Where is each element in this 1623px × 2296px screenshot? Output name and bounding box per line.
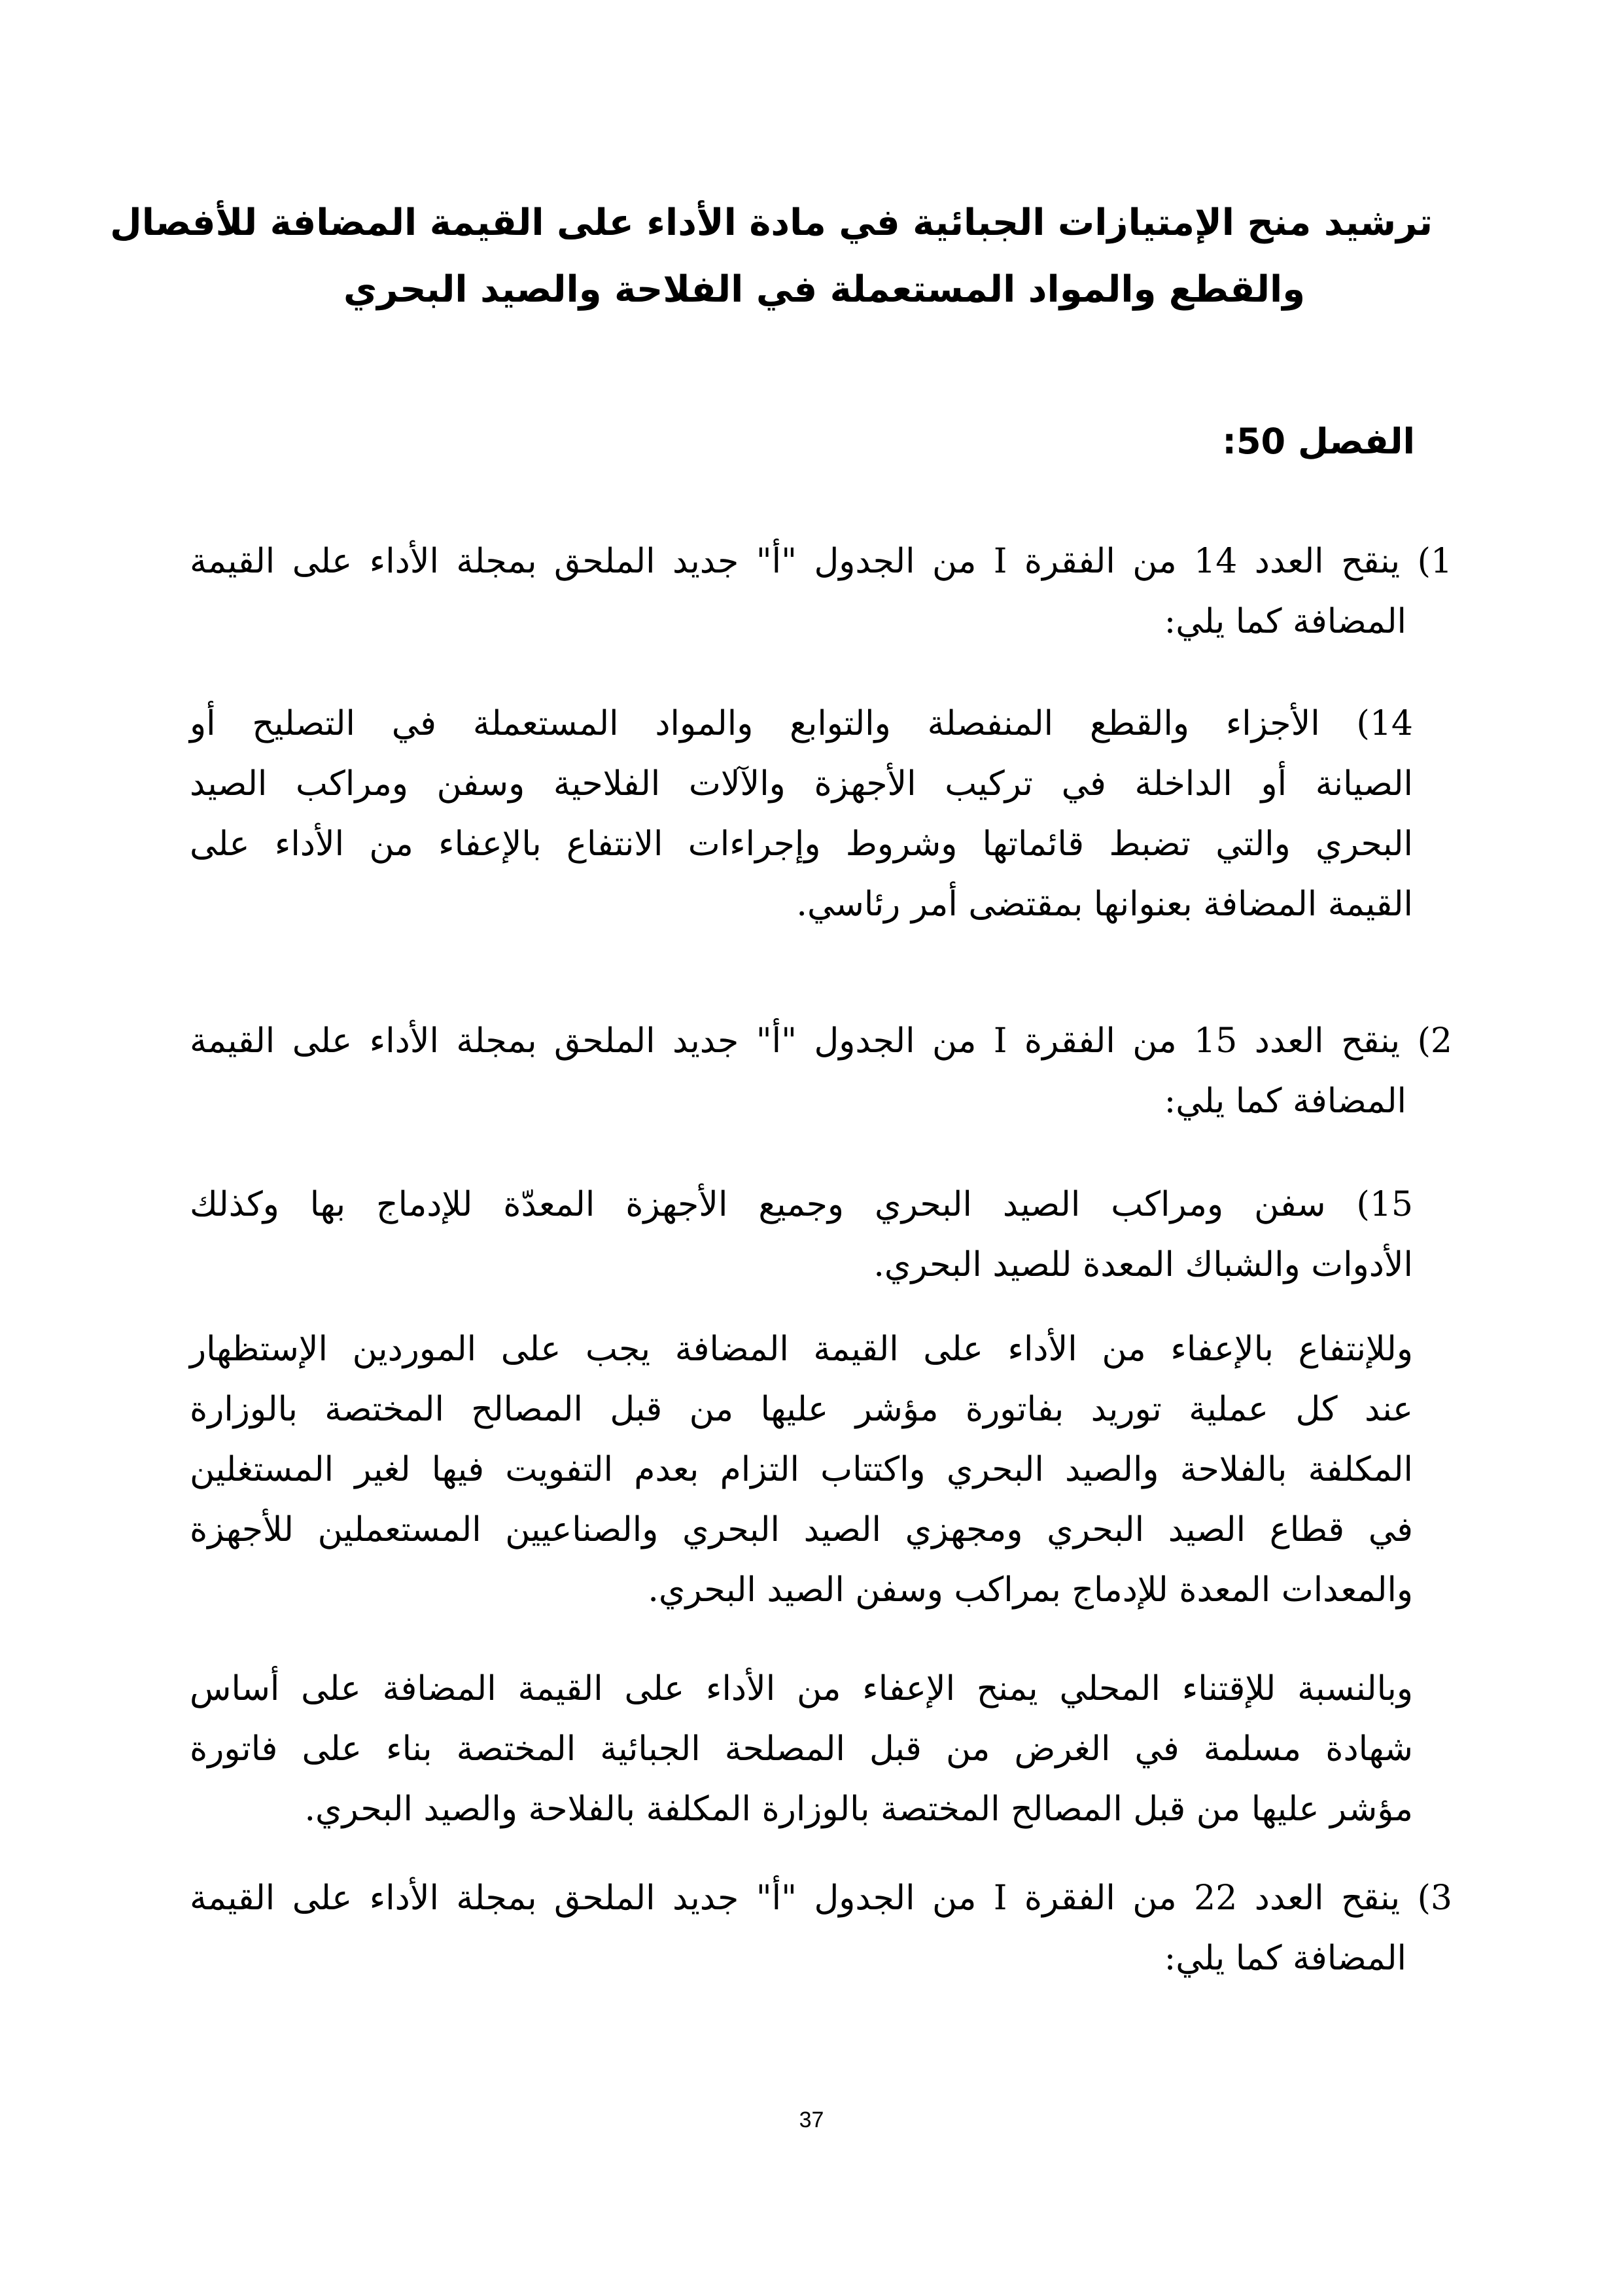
- list-item-1-line-2: المضافة كما يلي:: [1164, 602, 1406, 641]
- paragraph-benefit-line-1: وللإنتفاع بالإعفاء من الأداء على القيمة المضافة يجب على الموردين الإستظهار: [190, 1330, 1413, 1369]
- list-item-1-line-1: 1) ينقح العدد 14 من الفقرة I من الجدول "أ" جديد الملحق بمجلة الأداء على القيمة: [190, 542, 1452, 581]
- section-heading: الفصل 50:: [1222, 421, 1415, 462]
- paragraph-15: [190, 1174, 1413, 1295]
- list-item-2-line-2: المضافة كما يلي:: [1164, 1082, 1406, 1121]
- paragraph-local-line-2: شهادة مسلمة في الغرض من قبل المصلحة الجبائية المختصة بناء على فاتورة: [190, 1729, 1413, 1769]
- title-line-1: ترشيد منح الإمتيازات الجبائية في مادة الأداء على القيمة المضافة للأفصال: [110, 202, 1433, 244]
- list-item-3-line-2: المضافة كما يلي:: [1164, 1939, 1406, 1978]
- paragraph-14: [190, 694, 1413, 934]
- paragraph-local-purchase: [190, 1659, 1413, 1839]
- paragraph-benefit-line-5: والمعدات المعدة للإدماج بمراكب وسفن الصيد البحري.: [648, 1570, 1413, 1610]
- list-item-2-line-1: 2) ينقح العدد 15 من الفقرة I من الجدول "أ" جديد الملحق بمجلة الأداء على القيمة: [190, 1021, 1452, 1061]
- paragraph-local-line-3: مؤشر عليها من قبل المصالح المختصة بالوزارة المكلفة بالفلاحة والصيد البحري.: [304, 1790, 1413, 1829]
- page-number: 37: [799, 2108, 824, 2132]
- list-item-1: [190, 531, 1452, 652]
- paragraph-benefit: [190, 1319, 1413, 1620]
- paragraph-14-line-2: الصيانة أو الداخلة في تركيب الأجهزة والآلات الفلاحية وسفن ومراكب الصيد: [190, 764, 1413, 804]
- paragraph-15-line-1: 15) سفن ومراكب الصيد البحري وجميع الأجهزة المعدّة للإدماج بها وكذلك: [190, 1185, 1413, 1224]
- paragraph-benefit-line-3: المكلفة بالفلاحة والصيد البحري واكتتاب التزام بعدم التفويت فيها لغير المستغلين: [190, 1450, 1413, 1489]
- document-title: [110, 190, 1433, 323]
- paragraph-14-line-4: القيمة المضافة بعنوانها بمقتضى أمر رئاسي.: [796, 885, 1413, 924]
- paragraph-benefit-line-4: في قطاع الصيد البحري ومجهزي الصيد البحري والصناعيين المستعملين للأجهزة: [190, 1510, 1413, 1549]
- list-item-3-line-1: 3) ينقح العدد 22 من الفقرة I من الجدول "أ" جديد الملحق بمجلة الأداء على القيمة: [190, 1879, 1452, 1918]
- paragraph-15-line-2: الأدوات والشباك المعدة للصيد البحري.: [873, 1245, 1413, 1284]
- title-line-2: والقطع والمواد المستعملة في الفلاحة والصيد البحري: [343, 268, 1306, 311]
- paragraph-benefit-line-2: عند كل عملية توريد بفاتورة مؤشر عليها من قبل المصالح المختصة بالوزارة: [190, 1390, 1413, 1429]
- paragraph-local-line-1: وبالنسبة للإقتناء المحلي يمنح الإعفاء من الأداء على القيمة المضافة على أساس: [190, 1669, 1413, 1708]
- paragraph-14-line-1: 14) الأجزاء والقطع المنفصلة والتوابع والمواد المستعملة في التصليح أو: [190, 704, 1413, 743]
- list-item-3: [190, 1868, 1452, 1988]
- list-item-2: [190, 1011, 1452, 1131]
- paragraph-14-line-3: البحري والتي تضبط قائماتها وشروط وإجراءات الانتفاع بالإعفاء من الأداء على: [190, 824, 1413, 864]
